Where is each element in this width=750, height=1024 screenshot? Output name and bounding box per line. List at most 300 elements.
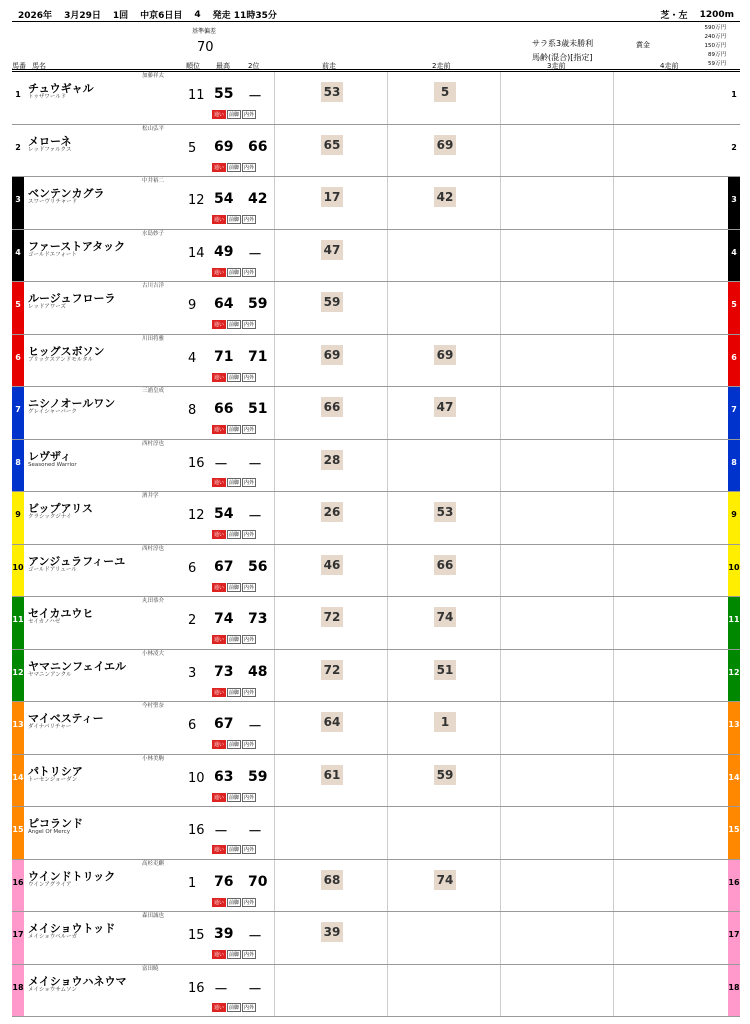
horse-number-right: 14 <box>728 772 740 782</box>
past-run-4 <box>613 282 726 334</box>
past-run-3 <box>500 860 613 912</box>
rank-value: 6 <box>188 560 197 576</box>
past-run-2 <box>387 72 500 124</box>
second-score: 71 <box>248 348 268 365</box>
past-run-1 <box>274 965 387 1017</box>
horse-name: ビップアリス <box>28 502 93 515</box>
horse-number-left: 1 <box>15 90 21 99</box>
past-run-4 <box>613 545 726 597</box>
trait-tag: 前脚 <box>229 112 240 118</box>
best-score: 54 <box>214 191 234 207</box>
past-runs <box>274 440 726 492</box>
kijun-value: 70 <box>197 40 214 55</box>
horse-name: パトリシア <box>28 764 83 778</box>
horse-name: メローネ <box>28 134 72 148</box>
past-run-4 <box>613 807 726 859</box>
second-score: 59 <box>248 296 268 312</box>
past-runs <box>274 860 726 912</box>
horse-row[interactable] <box>12 72 740 125</box>
trait-tag: 内外 <box>244 899 255 906</box>
past-run-score: 66 <box>434 555 456 575</box>
past-run-1 <box>274 335 387 387</box>
past-run-3 <box>500 230 613 282</box>
second-score: － <box>248 509 262 525</box>
horse-row[interactable] <box>12 282 740 335</box>
horse-name: アンジュラフィーユ <box>28 554 126 568</box>
rank-value: 11 <box>188 88 205 103</box>
past-run-3 <box>500 755 613 807</box>
kijun-label: 基準偏差 <box>192 28 217 35</box>
trait-tag: 前脚 <box>229 637 240 643</box>
trait-tag: 前脚 <box>229 322 240 328</box>
trait-tag: 通い <box>214 112 225 118</box>
trait-tag: 通い <box>214 899 225 906</box>
horse-sire: トーセンジョーダン <box>28 776 78 783</box>
past-run-score: 51 <box>434 660 456 680</box>
trait-tag: 内外 <box>244 217 255 223</box>
past-run-3 <box>500 597 613 649</box>
best-score: 67 <box>214 716 234 732</box>
jockey-name: 松山弘平 <box>142 125 165 132</box>
past-runs <box>274 230 726 282</box>
trait-tag: 通い <box>214 794 225 801</box>
past-run-score: 26 <box>321 502 343 522</box>
second-score: 66 <box>248 138 268 155</box>
past-run-score: 17 <box>321 187 343 207</box>
jockey-name: 川田将雅 <box>142 335 165 342</box>
trait-tag: 内外 <box>244 269 255 276</box>
horse-sire: メイショウサムソン <box>28 986 78 993</box>
horse-row[interactable] <box>12 650 740 703</box>
col-prev3: 3走前 <box>547 62 566 70</box>
trait-tag: 通い <box>214 742 225 748</box>
past-run-4 <box>613 965 726 1017</box>
second-score: 73 <box>248 611 268 627</box>
best-score: 73 <box>214 663 234 680</box>
past-run-score: 66 <box>321 397 343 417</box>
prize-4: 89万円 <box>708 52 726 58</box>
trait-tag: 内外 <box>244 584 255 591</box>
race-condition: 馬齢(混合)[指定] <box>532 53 593 62</box>
horse-rows <box>12 72 740 1017</box>
rank-value: 10 <box>188 770 205 786</box>
horse-number-right: 9 <box>731 510 737 519</box>
horse-number-right: 8 <box>731 457 737 467</box>
horse-number-left: 16 <box>12 877 24 887</box>
horse-number-left: 17 <box>12 930 24 939</box>
tag-row <box>212 320 257 329</box>
trait-tag: 内外 <box>244 322 255 328</box>
horse-row[interactable] <box>12 912 740 965</box>
race-class: サラ系3歳未勝利 <box>532 39 594 48</box>
past-run-2 <box>387 282 500 334</box>
rank-value: 16 <box>188 823 205 838</box>
trait-tag: 内外 <box>244 374 255 381</box>
past-run-4 <box>613 597 726 649</box>
horse-name: チュウギャル <box>28 82 94 95</box>
past-run-score: 47 <box>321 240 343 260</box>
horse-number-left: 2 <box>15 142 21 152</box>
past-run-score: 1 <box>434 712 456 732</box>
horse-name: ファーストアタック <box>28 239 126 253</box>
jockey-name: 中井裕二 <box>142 178 165 184</box>
tag-row <box>212 898 257 907</box>
horse-number-right: 16 <box>728 877 740 887</box>
tag-row <box>212 793 257 802</box>
trait-tag: 前脚 <box>229 899 240 906</box>
past-runs <box>274 335 726 387</box>
horse-row[interactable] <box>12 387 740 440</box>
trait-tag: 前脚 <box>229 1004 240 1011</box>
past-run-1 <box>274 912 387 964</box>
horse-sire: ヤマニンアンクル <box>28 671 72 678</box>
horse-row[interactable] <box>12 440 740 493</box>
past-run-3 <box>500 177 613 229</box>
rank-value: 12 <box>188 193 205 208</box>
past-run-score: 46 <box>321 555 343 575</box>
past-run-1 <box>274 125 387 177</box>
horse-name: マイベスティー <box>28 712 104 725</box>
past-run-score: 74 <box>434 607 456 627</box>
jockey-name: 森田誠也 <box>142 913 165 919</box>
past-run-score: 53 <box>321 82 343 102</box>
past-run-2 <box>387 545 500 597</box>
trait-tag: 通い <box>214 322 225 328</box>
horse-number-right: 11 <box>728 615 740 624</box>
past-runs <box>274 125 726 177</box>
horse-number-right: 3 <box>731 195 737 204</box>
past-run-4 <box>613 650 726 702</box>
past-run-score: 69 <box>321 345 343 365</box>
horse-sire: Seasoned Warrior <box>28 461 77 468</box>
trait-tag: 前脚 <box>229 794 240 801</box>
past-run-1 <box>274 597 387 649</box>
horse-row[interactable] <box>12 965 740 1018</box>
past-runs <box>274 545 726 597</box>
jockey-name: 西村淳也 <box>142 545 165 552</box>
horse-sire: ブリックスアンドモルタル <box>28 356 94 363</box>
rank-value: 15 <box>188 928 205 943</box>
horse-sire: メイショウベルーガ <box>28 934 78 940</box>
tag-row <box>212 425 257 434</box>
past-run-4 <box>613 335 726 387</box>
past-run-4 <box>613 230 726 282</box>
horse-name: ニシノオールワン <box>28 397 116 410</box>
tag-row <box>212 1003 257 1012</box>
horse-number-left: 7 <box>15 405 21 414</box>
horse-row[interactable] <box>12 335 740 388</box>
best-score: － <box>214 824 228 840</box>
horse-row[interactable] <box>12 755 740 808</box>
horse-number-left: 4 <box>15 247 21 257</box>
trait-tag: 前脚 <box>229 847 240 853</box>
race-number: 4 <box>194 9 201 20</box>
tag-row <box>212 163 257 172</box>
past-run-score: 65 <box>321 135 343 155</box>
past-run-score: 61 <box>321 765 343 785</box>
trait-tag: 通い <box>214 532 225 538</box>
rank-value: 9 <box>188 298 197 313</box>
trait-tag: 前脚 <box>229 479 240 486</box>
tag-row <box>212 845 257 854</box>
jockey-name: 三浦皇成 <box>142 388 165 394</box>
horse-name: セイカユウヒ <box>28 607 94 620</box>
past-run-2 <box>387 125 500 177</box>
horse-sire: クラシックジナイ <box>28 514 72 520</box>
horse-sire: ゴールドアリュール <box>28 566 77 573</box>
best-score: 69 <box>214 138 234 155</box>
horse-row[interactable] <box>12 125 740 178</box>
race-round: 1回 <box>112 11 129 21</box>
second-score: 48 <box>248 663 268 680</box>
horse-number-right: 4 <box>731 247 737 257</box>
col-prev4: 4走前 <box>660 62 679 70</box>
best-score: － <box>214 456 228 473</box>
horse-name: ウインドトリック <box>28 869 116 883</box>
past-run-3 <box>500 440 613 492</box>
tag-row <box>212 268 257 277</box>
best-score: 71 <box>214 348 234 365</box>
best-score: 64 <box>214 296 234 312</box>
post-time: 発走 11時35分 <box>212 11 277 21</box>
trait-tag: 前脚 <box>229 584 240 591</box>
prize-5: 59万円 <box>708 61 726 67</box>
best-score: 55 <box>214 86 234 102</box>
jockey-name: 小林美駒 <box>142 755 165 762</box>
horse-number-right: 2 <box>731 142 737 152</box>
trait-tag: 前脚 <box>229 164 240 171</box>
horse-sire: レッドファルクス <box>28 146 72 153</box>
second-score: 42 <box>248 191 268 207</box>
horse-name: ピコランド <box>28 817 83 830</box>
horse-row[interactable] <box>12 177 740 230</box>
trait-tag: 通い <box>214 479 225 486</box>
past-run-3 <box>500 702 613 754</box>
jockey-name: 今村聖奈 <box>142 703 165 709</box>
horse-name: ルージュフローラ <box>28 292 116 305</box>
tag-row <box>212 478 257 487</box>
jockey-name: 酒井学 <box>142 493 159 499</box>
past-run-2 <box>387 807 500 859</box>
rank-value: 16 <box>188 980 205 996</box>
tag-row <box>212 530 257 539</box>
past-runs <box>274 492 726 544</box>
past-run-2 <box>387 702 500 754</box>
past-run-3 <box>500 335 613 387</box>
past-run-4 <box>613 912 726 964</box>
horse-name: メイショウトッド <box>28 922 116 935</box>
past-run-3 <box>500 125 613 177</box>
trait-tag: 通い <box>214 164 225 171</box>
horse-number-left: 18 <box>12 982 24 992</box>
trait-tag: 前脚 <box>229 269 240 276</box>
past-run-score: 59 <box>321 292 343 312</box>
trait-tag: 内外 <box>244 532 255 538</box>
prize-1: 590万円 <box>704 25 726 31</box>
horse-number-right: 1 <box>731 90 737 99</box>
second-score: 56 <box>248 558 268 575</box>
rank-value: 4 <box>188 350 197 366</box>
past-run-3 <box>500 282 613 334</box>
past-run-score: 74 <box>434 870 456 890</box>
rank-value: 1 <box>188 875 197 891</box>
past-run-2 <box>387 860 500 912</box>
best-score: 63 <box>214 768 234 785</box>
horse-sire: トゥザワールド <box>28 94 67 100</box>
horse-number-left: 10 <box>12 562 24 572</box>
past-run-2 <box>387 177 500 229</box>
trait-tag: 前脚 <box>229 427 240 433</box>
past-run-1 <box>274 387 387 439</box>
horse-row[interactable] <box>12 545 740 598</box>
past-run-4 <box>613 860 726 912</box>
trait-tag: 内外 <box>244 794 255 801</box>
trait-tag: 通い <box>214 952 225 958</box>
past-run-score: 39 <box>321 922 343 942</box>
past-run-1 <box>274 177 387 229</box>
jockey-name: 加藤祥太 <box>142 73 165 79</box>
col-best: 最高 <box>216 62 230 70</box>
trait-tag: 内外 <box>244 689 255 696</box>
past-run-4 <box>613 387 726 439</box>
trait-tag: 前脚 <box>229 217 240 223</box>
second-score: 70 <box>248 873 268 890</box>
horse-number-right: 18 <box>728 982 740 992</box>
jockey-name: 西村淳也 <box>142 440 165 447</box>
horse-row[interactable] <box>12 702 740 755</box>
rank-value: 12 <box>188 508 205 523</box>
trait-tag: 前脚 <box>229 952 240 958</box>
horse-sire: スワーヴリチャード <box>28 199 78 205</box>
past-run-1 <box>274 492 387 544</box>
trait-tag: 前脚 <box>229 374 240 381</box>
tag-row <box>212 740 257 749</box>
past-run-1 <box>274 545 387 597</box>
horse-row[interactable] <box>12 492 740 545</box>
horse-sire: Angel Of Mercy <box>28 829 70 835</box>
tag-row <box>212 635 257 644</box>
past-run-2 <box>387 755 500 807</box>
past-run-1 <box>274 755 387 807</box>
trait-tag: 通い <box>214 1004 225 1011</box>
horse-number-left: 13 <box>12 720 24 729</box>
trait-tag: 内外 <box>244 637 255 643</box>
trait-tag: 内外 <box>244 952 255 958</box>
horse-number-right: 17 <box>728 930 740 939</box>
trait-tag: 通い <box>214 269 225 276</box>
past-run-3 <box>500 965 613 1017</box>
rank-value: 8 <box>188 403 197 418</box>
race-card <box>12 8 740 1018</box>
surface: 芝・左 <box>660 11 688 21</box>
past-run-3 <box>500 492 613 544</box>
horse-row[interactable] <box>12 860 740 913</box>
horse-row[interactable] <box>12 230 740 283</box>
jockey-name: 水島妙子 <box>142 230 165 237</box>
past-run-score: 72 <box>321 660 343 680</box>
horse-name: ヒッグスボソン <box>28 344 105 358</box>
trait-tag: 通い <box>214 374 225 381</box>
horse-row[interactable] <box>12 597 740 650</box>
trait-tag: 内外 <box>244 427 255 433</box>
past-run-score: 64 <box>321 712 343 732</box>
jockey-name: 丸田恭介 <box>142 598 165 604</box>
race-meet: 中京6日目 <box>140 11 183 21</box>
past-runs <box>274 282 726 334</box>
jockey-name: 小林凌大 <box>142 650 165 657</box>
second-score: 51 <box>248 401 268 417</box>
race-year: 2026年 <box>18 11 53 21</box>
past-run-score: 72 <box>321 607 343 627</box>
col-umaban: 馬番 <box>12 62 26 70</box>
jockey-name: 高杉吏麒 <box>142 860 165 867</box>
horse-number-right: 7 <box>731 405 737 414</box>
race-date: 3月29日 <box>64 11 101 21</box>
horse-sire: グレイシャーパーク <box>28 409 77 415</box>
tag-row <box>212 110 257 119</box>
past-run-4 <box>613 72 726 124</box>
past-run-1 <box>274 72 387 124</box>
past-run-score: 68 <box>321 870 343 890</box>
horse-row[interactable] <box>12 807 740 860</box>
past-run-4 <box>613 702 726 754</box>
horse-name: レヴザィ <box>28 449 72 463</box>
past-runs <box>274 702 726 754</box>
best-score: 74 <box>214 611 234 627</box>
horse-number-right: 13 <box>728 720 740 729</box>
past-run-2 <box>387 965 500 1017</box>
prize-label: 賞金 <box>636 41 650 49</box>
past-run-2 <box>387 492 500 544</box>
past-run-2 <box>387 387 500 439</box>
trait-tag: 内外 <box>244 479 255 486</box>
horse-number-left: 14 <box>12 772 24 782</box>
past-run-score: 5 <box>434 82 456 102</box>
past-runs <box>274 965 726 1017</box>
past-run-1 <box>274 282 387 334</box>
past-run-3 <box>500 545 613 597</box>
horse-name: ヤマニンフェイエル <box>28 659 127 673</box>
past-run-score: 69 <box>434 135 456 155</box>
trait-tag: 通い <box>214 427 225 433</box>
trait-tag: 前脚 <box>229 532 240 538</box>
horse-number-left: 8 <box>15 457 21 467</box>
best-score: 66 <box>214 401 234 417</box>
rank-value: 14 <box>188 245 205 261</box>
past-run-4 <box>613 492 726 544</box>
tag-row <box>212 215 257 224</box>
past-run-4 <box>613 755 726 807</box>
horse-sire: セイカノハゼ <box>28 619 61 625</box>
horse-number-left: 11 <box>12 615 24 624</box>
trait-tag: 内外 <box>244 1004 255 1011</box>
col-horse: 馬名 <box>32 62 46 70</box>
best-score: 67 <box>214 558 234 575</box>
past-run-4 <box>613 440 726 492</box>
past-run-4 <box>613 177 726 229</box>
past-runs <box>274 177 726 229</box>
past-run-1 <box>274 702 387 754</box>
trait-tag: 前脚 <box>229 742 240 748</box>
tag-row <box>212 583 257 592</box>
trait-tag: 通い <box>214 217 225 223</box>
horse-number-left: 9 <box>15 510 21 519</box>
best-score: 54 <box>214 506 234 522</box>
past-run-2 <box>387 650 500 702</box>
second-score: － <box>248 456 262 473</box>
past-run-score: 69 <box>434 345 456 365</box>
horse-number-right: 12 <box>728 667 740 677</box>
